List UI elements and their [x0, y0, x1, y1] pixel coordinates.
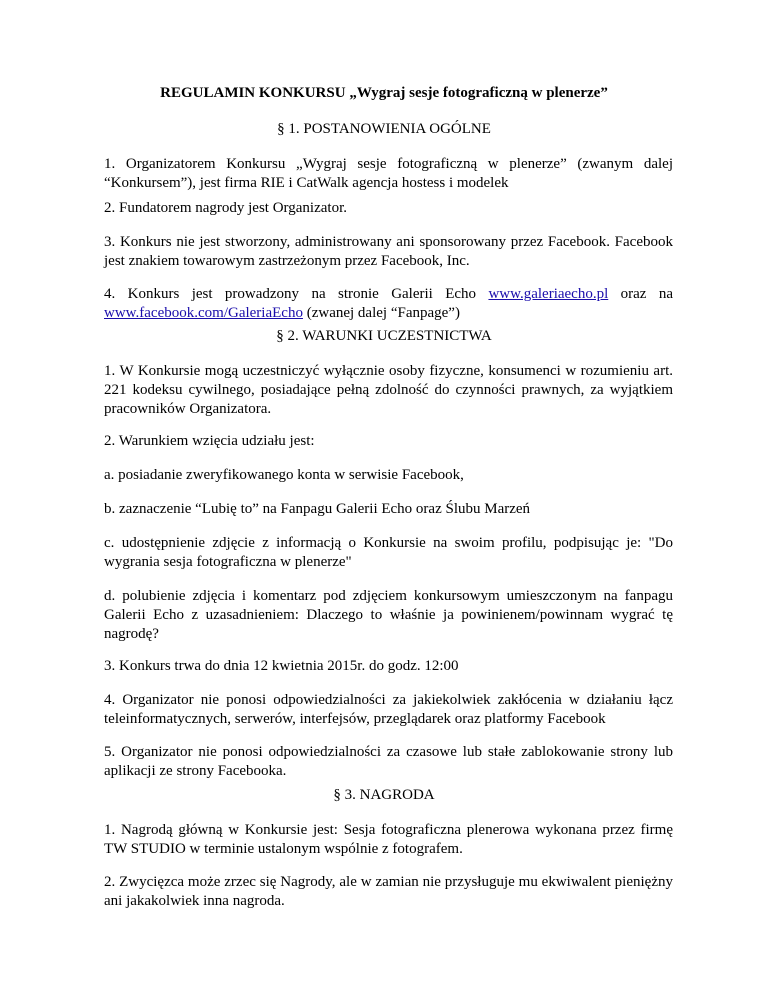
section-3-paragraph-2: 2. Zwycięzca może zrzec się Nagrody, ale w zamian nie przysługuje mu ekwiwalent pieniężny ani jakakolwiek inna nagroda. [104, 874, 673, 909]
section-3-heading: § 3. NAGRODA [333, 787, 435, 803]
document-title: REGULAMIN KONKURSU „Wygraj sesje fotograficzną w plenerze” [160, 85, 608, 101]
section-1-paragraph-4-text-b: oraz na [608, 286, 673, 302]
section-3-paragraph-1: 1. Nagrodą główną w Konkursie jest: Sesja fotograficzna plenerowa wykonana przez firmę TW STUDIO w terminie ustalonym wspólnie z fotografem. [104, 822, 673, 857]
section-1-paragraph-1: 1. Organizatorem Konkursu „Wygraj sesje fotograficzną w plenerze” (zwanym dalej “Konkursem”), jest firma RIE i CatWalk agencja hostess i modelek [104, 156, 673, 191]
section-2-paragraph-4: 4. Organizator nie ponosi odpowiedzialności za jakiekolwiek zakłócenia w działaniu łącz teleinformatycznych, serwerów, interfejsów, przeglądarek oraz platformy Facebook [104, 692, 673, 727]
section-1-paragraph-4-text-c: (zwanej dalej “Fanpage”) [302, 305, 460, 321]
section-1-paragraph-2: 2. Fundatorem nagrody jest Organizator. [104, 200, 348, 216]
section-2-item-a: a. posiadanie zweryfikowanego konta w serwisie Facebook, [104, 467, 464, 483]
section-2-item-d: d. polubienie zdjęcia i komentarz pod zdjęciem konkursowym umieszczonym na fanpagu Galerii Echo z uzasadnieniem: Dlaczego to właśnie ja powinienem/powinnam wygrać tę nagrodę? [104, 588, 673, 642]
section-2-paragraph-5: 5. Organizator nie ponosi odpowiedzialności za czasowe lub stałe zablokowanie strony lub aplikacji ze strony Facebooka. [104, 744, 673, 779]
section-2-item-c: c. udostępnienie zdjęcie z informacją o Konkursie na swoim profilu, podpisując je: "Do wygrania sesja fotograficzna w plenerze" [104, 535, 673, 570]
facebook-galeriaecho-link[interactable]: www.facebook.com/GaleriaEcho [104, 305, 303, 321]
section-1-paragraph-4 [104, 285, 673, 323]
section-1-paragraph-3: 3. Konkurs nie jest stworzony, administrowany ani sponsorowany przez Facebook. Facebook jest znakiem towarowym zastrzeżonym przez Facebook, Inc. [104, 234, 673, 269]
section-2-paragraph-3: 3. Konkurs trwa do dnia 12 kwietnia 2015r. do godz. 12:00 [104, 658, 459, 674]
galeriaecho-link[interactable]: www.galeriaecho.pl [488, 286, 609, 302]
section-2-heading: § 2. WARUNKI UCZESTNICTWA [276, 328, 492, 344]
section-1-paragraph-4-text-a: 4. Konkurs jest prowadzony na stronie Galerii Echo [104, 286, 489, 302]
section-1-heading: § 1. POSTANOWIENIA OGÓLNE [277, 121, 491, 137]
section-2-item-b: b. zaznaczenie “Lubię to” na Fanpagu Galerii Echo oraz Ślubu Marzeń [104, 501, 531, 517]
section-2-paragraph-1: 1. W Konkursie mogą uczestniczyć wyłącznie osoby fizyczne, konsumenci w rozumieniu art. 221 kodeksu cywilnego, posiadające pełną zdolność do czynności prawnych, za wyjątkiem pracowników Organizatora. [104, 363, 673, 417]
section-2-paragraph-2: 2. Warunkiem wzięcia udziału jest: [104, 433, 315, 449]
